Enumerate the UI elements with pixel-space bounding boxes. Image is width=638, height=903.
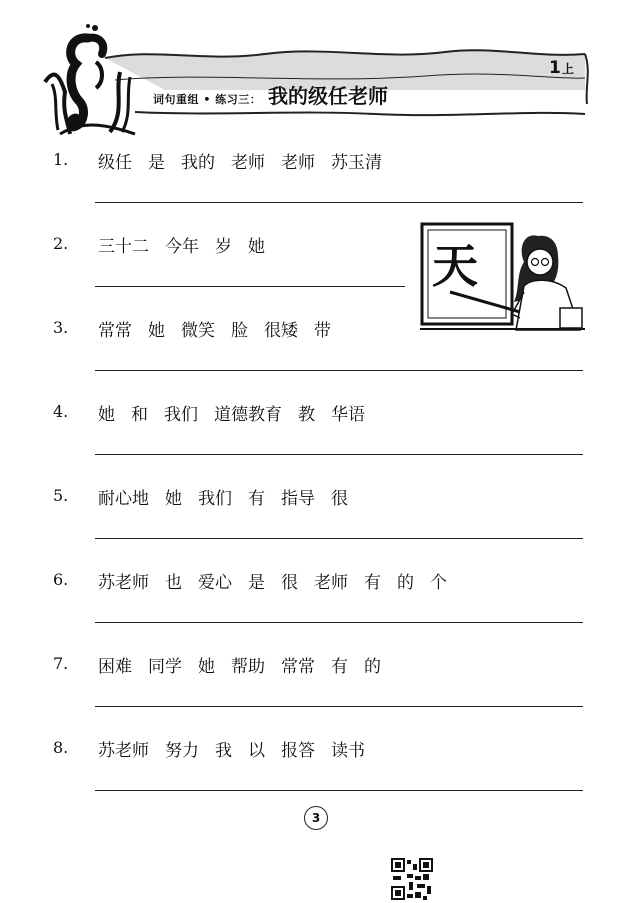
word-chip: 有 bbox=[248, 489, 265, 509]
answer-line[interactable] bbox=[95, 454, 583, 455]
word-chip: 是 bbox=[248, 573, 265, 593]
word-chip: 和 bbox=[131, 405, 148, 425]
word-chip: 以 bbox=[248, 741, 265, 761]
word-chip: 的 bbox=[364, 657, 381, 677]
word-chip: 爱心 bbox=[198, 573, 232, 593]
exercise-number: 4. bbox=[53, 402, 69, 421]
answer-line[interactable] bbox=[95, 202, 583, 203]
word-chip: 报答 bbox=[281, 741, 315, 761]
word-chip: 苏老师 bbox=[98, 573, 149, 593]
exercise-7 bbox=[0, 654, 638, 738]
word-chip: 华语 bbox=[331, 405, 365, 425]
exercise-number: 8. bbox=[53, 738, 69, 757]
word-chip: 指导 bbox=[281, 489, 315, 509]
word-chip: 她 bbox=[165, 489, 182, 509]
word-chip: 级任 bbox=[98, 153, 132, 173]
word-list bbox=[98, 316, 347, 341]
board-character: 天 bbox=[432, 239, 478, 293]
word-chip: 她 bbox=[198, 657, 215, 677]
word-list bbox=[98, 484, 364, 509]
word-chip: 她 bbox=[98, 405, 115, 425]
exercise-number: 2. bbox=[53, 234, 69, 253]
word-list bbox=[98, 652, 397, 677]
word-chip: 常常 bbox=[98, 321, 132, 341]
word-chip: 微笑 bbox=[181, 321, 215, 341]
word-chip: 脸 bbox=[231, 321, 248, 341]
exercise-6 bbox=[0, 570, 638, 654]
exercise-number: 7. bbox=[53, 654, 69, 673]
word-chip: 道德教育 bbox=[214, 405, 282, 425]
exercise-number: 1. bbox=[53, 150, 69, 169]
word-chip: 个 bbox=[430, 573, 447, 593]
word-list bbox=[98, 232, 281, 257]
word-chip: 的 bbox=[397, 573, 414, 593]
answer-line[interactable] bbox=[95, 706, 583, 707]
word-chip: 带 bbox=[314, 321, 331, 341]
word-chip: 她 bbox=[148, 321, 165, 341]
semester-label: 上 bbox=[561, 62, 574, 76]
answer-line[interactable] bbox=[95, 622, 583, 623]
word-chip: 常常 bbox=[281, 657, 315, 677]
exercise-4 bbox=[0, 402, 638, 486]
word-chip: 她 bbox=[248, 237, 265, 257]
teacher-illustration bbox=[420, 222, 585, 332]
word-chip: 我 bbox=[215, 741, 232, 761]
word-chip: 老师 bbox=[314, 573, 348, 593]
word-chip: 读书 bbox=[331, 741, 365, 761]
page-number: 3 bbox=[304, 806, 328, 830]
word-chip: 教 bbox=[298, 405, 315, 425]
word-list bbox=[98, 400, 381, 425]
word-chip: 同学 bbox=[148, 657, 182, 677]
word-chip: 我们 bbox=[198, 489, 232, 509]
answer-line[interactable] bbox=[95, 370, 583, 371]
answer-line[interactable] bbox=[95, 286, 405, 287]
page-title: 我的级任老师 bbox=[268, 84, 388, 108]
word-chip: 耐心地 bbox=[98, 489, 149, 509]
word-list bbox=[98, 148, 398, 173]
word-chip: 很矮 bbox=[264, 321, 298, 341]
section-label: 词句重组 • 练习三： bbox=[153, 93, 262, 106]
word-chip: 我的 bbox=[181, 153, 215, 173]
word-chip: 我们 bbox=[164, 405, 198, 425]
word-chip: 努力 bbox=[165, 741, 199, 761]
exercise-number: 6. bbox=[53, 570, 69, 589]
word-chip: 是 bbox=[148, 153, 165, 173]
word-list bbox=[98, 736, 381, 761]
word-chip: 苏老师 bbox=[98, 741, 149, 761]
word-list bbox=[98, 568, 463, 593]
word-chip: 三十二 bbox=[98, 237, 149, 257]
word-chip: 岁 bbox=[215, 237, 232, 257]
word-chip: 困难 bbox=[98, 657, 132, 677]
answer-line[interactable] bbox=[95, 538, 583, 539]
word-chip: 老师 bbox=[281, 153, 315, 173]
exercise-number: 5. bbox=[53, 486, 69, 505]
word-chip: 有 bbox=[364, 573, 381, 593]
word-chip: 帮助 bbox=[231, 657, 265, 677]
word-chip: 有 bbox=[331, 657, 348, 677]
word-chip: 很 bbox=[331, 489, 348, 509]
grade-number: 1 bbox=[549, 58, 561, 78]
word-chip: 老师 bbox=[231, 153, 265, 173]
word-chip: 苏玉清 bbox=[331, 153, 382, 173]
answer-line[interactable] bbox=[95, 790, 583, 791]
exercise-number: 3. bbox=[53, 318, 69, 337]
word-chip: 很 bbox=[281, 573, 298, 593]
word-chip: 也 bbox=[165, 573, 182, 593]
grade-badge bbox=[549, 58, 574, 78]
exercise-5 bbox=[0, 486, 638, 570]
word-chip: 今年 bbox=[165, 237, 199, 257]
qr-code-icon[interactable] bbox=[391, 858, 433, 900]
